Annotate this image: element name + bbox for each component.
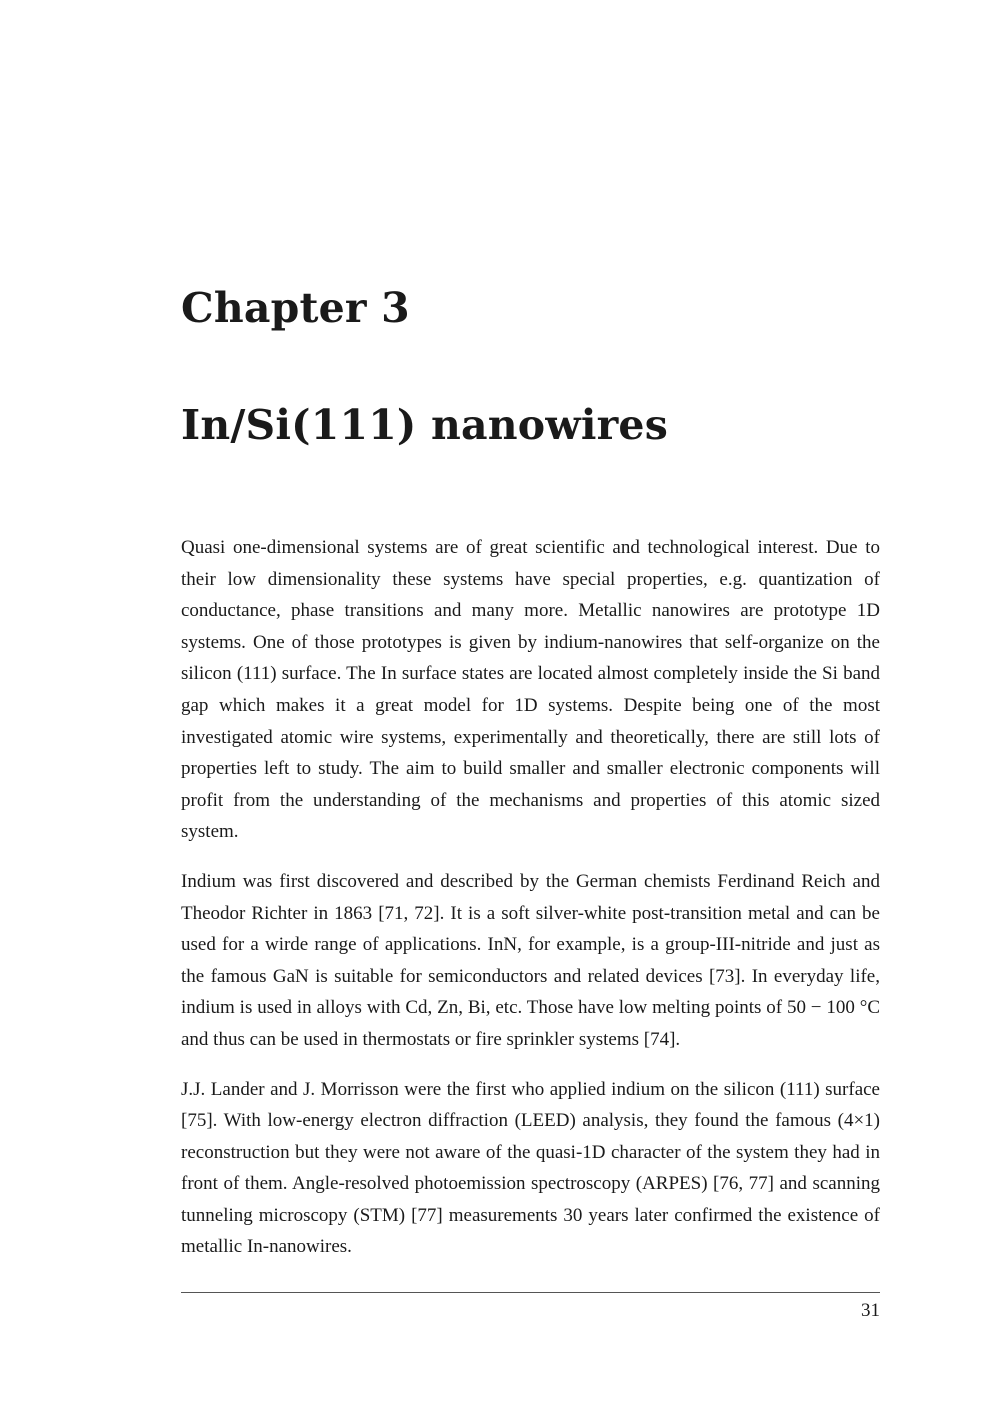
paragraph-in-si-discovery: J.J. Lander and J. Morrisson were the first who applied indium on the silicon (111) surface [75]. With low-energy electron diffraction (LEED) analysis, they found the famous (4×1) reconstruction but they were not aware of the quasi-1D character of the system they had in front of them. Angle-resolved photoemission spectroscopy (ARPES) [76, 77] and scanning tunneling microscopy (STM) [77] measurements 30 years later confirmed the existence of metallic In-nanowires. — [181, 1078, 880, 1258]
chapter-label: Chapter 3 — [181, 284, 410, 332]
chapter-title: In/Si(111) nanowires — [181, 401, 668, 449]
footer-rule — [181, 1292, 880, 1293]
paragraph-indium-history: Indium was first discovered and described by the German chemists Ferdinand Reich and Theodor Richter in 1863 [71, 72]. It is a soft silver-white post-transition metal and can be used for a wirde range of applications. InN, for example, is a group-III-nitride and just as the famous GaN is suitable for semiconductors and related devices [73]. In everyday life, indium is used in alloys with Cd, Zn, Bi, etc. Those have low melting points of 50 − 100 °C and thus can be used in thermostats or fire sprinkler systems [74]. — [181, 870, 880, 1050]
page-number: 31 — [861, 1300, 880, 1321]
body-text — [181, 532, 880, 1263]
paragraph-intro: Quasi one-dimensional systems are of great scientific and technological interest. Due to their low dimensionality these systems have special properties, e.g. quantization of conductance, phase transitions and many more. Metallic nanowires are prototype 1D systems. One of those prototypes is given by indium-nanowires that self-organize on the silicon (111) surface. The In surface states are located almost completely inside the Si band gap which makes it a great model for 1D systems. Despite being one of the most investigated atomic wire systems, experimentally and theoretically, there are still lots of properties left to study. The aim to build smaller and smaller electronic components will profit from the understanding of the mechanisms and properties of this atomic sized system. — [181, 537, 880, 843]
